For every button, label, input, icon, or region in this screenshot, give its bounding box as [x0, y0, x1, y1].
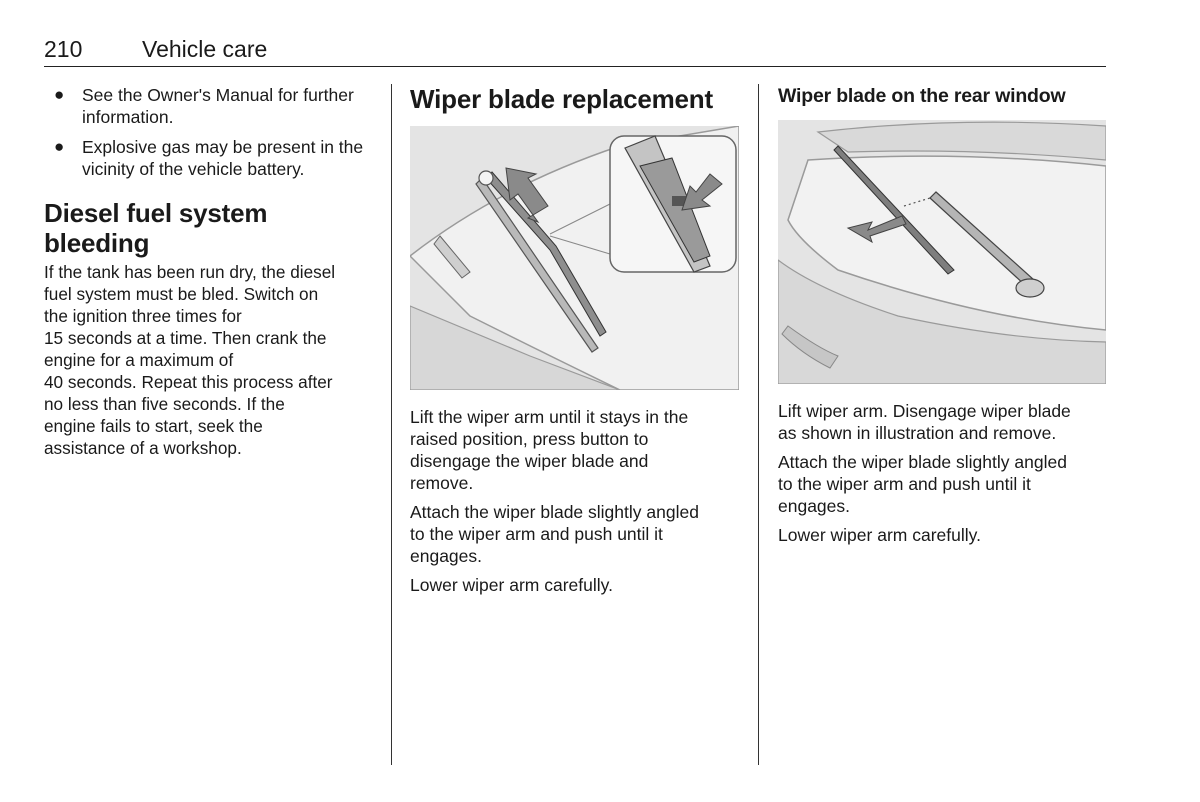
text-line: Attach the wiper blade slightly angled: [410, 502, 699, 522]
text-line: to the wiper arm and push until it: [778, 474, 1031, 494]
section-heading: Wiper blade replacement: [410, 84, 713, 114]
text-line: no less than five seconds. If the: [44, 394, 285, 414]
text-line: Lift wiper arm. Disengage wiper blade: [778, 401, 1071, 421]
text-line: engine fails to start, seek the: [44, 416, 263, 436]
left-column: [44, 84, 376, 466]
text-line: engine for a maximum of: [44, 350, 234, 370]
text-line: the ignition three times for: [44, 306, 242, 326]
text-line: Lower wiper arm carefully.: [410, 575, 613, 595]
body-paragraph: [778, 524, 1110, 546]
body-paragraph: [44, 261, 376, 459]
text-line: 40 seconds. Repeat this process after: [44, 372, 333, 392]
body-paragraph: [778, 400, 1110, 444]
text-line: Lift the wiper arm until it stays in the: [410, 407, 689, 427]
bullet-icon: ●: [54, 137, 65, 156]
text-line: disengage the wiper blade and: [410, 451, 649, 471]
rear-wiper-blade-illustration-icon: [778, 120, 1106, 384]
body-paragraph: [410, 501, 742, 567]
body-paragraph: [778, 451, 1110, 517]
text-line: to the wiper arm and push until it: [410, 524, 663, 544]
list-item: [44, 84, 376, 128]
text-line: assistance of a workshop.: [44, 438, 242, 458]
section-heading: Wiper blade on the rear window: [778, 85, 1066, 107]
bullet-icon: ●: [54, 85, 65, 104]
page-number: 210: [44, 36, 83, 62]
body-paragraph: [410, 574, 742, 596]
text-line: as shown in illustration and remove.: [778, 423, 1057, 443]
front-wiper-blade-illustration-icon: [410, 126, 739, 390]
middle-column: [410, 84, 742, 603]
text-line: raised position, press button to: [410, 429, 649, 449]
right-column: [778, 84, 1110, 553]
section-title: Vehicle care: [142, 36, 268, 62]
text-line: engages.: [410, 546, 483, 566]
section-heading: Diesel fuel system bleeding: [44, 198, 268, 258]
text-line: Lower wiper arm carefully.: [778, 525, 981, 545]
text-line: fuel system must be bled. Switch on: [44, 284, 319, 304]
list-item-text: See the Owner's Manual for further information.: [82, 85, 354, 127]
body-paragraph: [410, 406, 742, 494]
column-divider: [391, 84, 392, 765]
bullet-list: [44, 84, 376, 180]
page-header: [44, 36, 1106, 67]
text-line: engages.: [778, 496, 851, 516]
text-line: Attach the wiper blade slightly angled: [778, 452, 1067, 472]
list-item-text: Explosive gas may be present in the vicinity of the vehicle battery.: [82, 137, 364, 179]
column-divider: [758, 84, 759, 765]
text-line: 15 seconds at a time. Then crank the: [44, 328, 327, 348]
text-line: remove.: [410, 473, 474, 493]
text-line: If the tank has been run dry, the diesel: [44, 262, 336, 282]
list-item: [44, 136, 376, 180]
